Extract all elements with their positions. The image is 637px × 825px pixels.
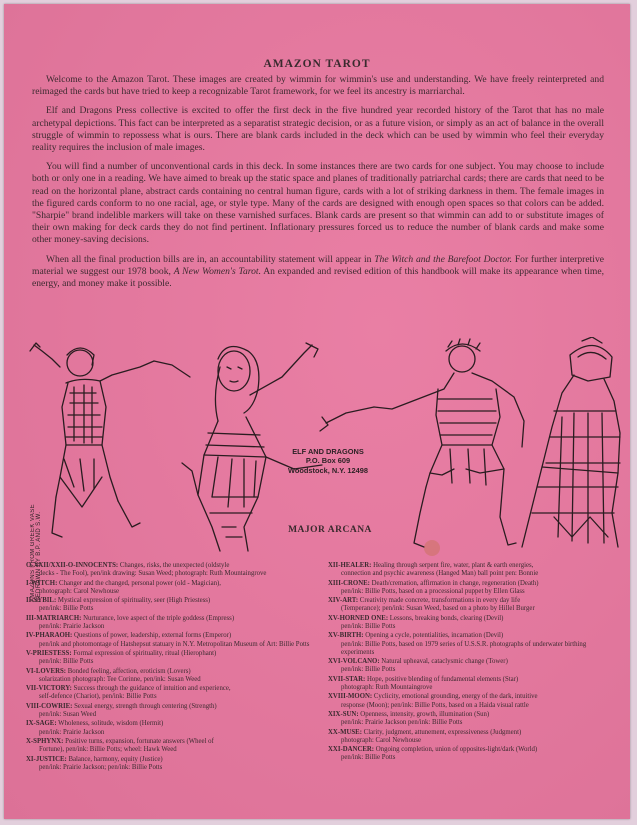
intro-paragraph: You will find a number of unconventional cards in this deck. In some instances there are two cards for one subject. You may choose to include both or only one in a reading. We have aimed to break up the static space and planes of traditionally patriarchal cards; there are cards that need to be read on the horizontal plane, abstract cards containing no central human figure, cards with a lot of striking darkness in them. The female images in the figured cards conform to no one racial, age, or style type. Many of the cards are designed with enough open spaces so that colors can be added. "Sharpie" brand indelible markers will take on these varnished surfaces. Blank cards are present so that wimmin can add to or substitute images of their own making for deck cards they do not find pertinent. Inflationary pressures forced us to reduce the number of blank cards and make some other money-saving decisions.: [32, 161, 604, 246]
card-name: XXI-DANCER:: [328, 746, 375, 754]
card-credit: Fortune), pen/ink: Billie Potts; wheel: Hawk Weed: [39, 746, 177, 754]
card-name: XV-BIRTH:: [328, 632, 364, 640]
card-meaning: Positive turns, expansion, fortunate answers (Wheel of: [63, 737, 214, 745]
card-meaning: Formal expression of spirituality, ritual (Hierophant): [71, 649, 217, 657]
card-credit: connection and psychic awareness (Hanged Man) ball point pen: Bonnie: [341, 570, 539, 578]
card-meaning: Mystical expression of spirituality, seer (High Priestess): [56, 597, 211, 605]
card-meaning: Bonded feeling, affection, eroticism (Lovers): [66, 667, 191, 675]
card-meaning: Healing through serpent fire, water, plant & earth energies,: [371, 562, 534, 569]
paragraph-text: For further interpretive material we suggest our 1978 book,: [32, 253, 604, 277]
card-entry: [26, 738, 310, 754]
card-entry: [328, 693, 612, 709]
card-name: XII-HEALER:: [328, 562, 372, 569]
card-entry: [26, 580, 310, 596]
card-list-right: [328, 562, 612, 773]
card-entry: [328, 729, 612, 745]
po-box: P.O. Box 609: [305, 456, 351, 466]
card-name: III-MATRIARCH:: [26, 614, 82, 622]
card-name: O-XXII/XXII-O-INNOCENTS:: [26, 562, 119, 569]
card-entry: [328, 562, 612, 578]
card-entry: [26, 756, 310, 772]
card-entry: [328, 658, 612, 674]
card-name: XIX-SUN:: [328, 710, 359, 718]
book-title: A New Women's Tarot.: [173, 265, 261, 277]
page-title: AMAZON TAROT: [263, 58, 371, 70]
book-title: The Witch and the Barefoot Doctor.: [374, 253, 513, 265]
card-name: XVI-VOLCANO:: [328, 658, 380, 666]
card-name: XX-MUSE:: [328, 728, 362, 736]
card-entry: [26, 668, 310, 684]
card-name: VII-VICTORY:: [26, 685, 72, 693]
pamphlet-page: [4, 4, 630, 819]
card-meaning: Death/cremation, affirmation in change, regeneration (Death): [369, 579, 539, 587]
card-credit: (Temperance); pen/ink: Susan Weed, based on a photo by Hillel Burger: [341, 605, 535, 613]
paragraph-text: When all the final production bills are in, an accountability statement will appear in: [46, 253, 375, 265]
card-name: II-SYBIL:: [26, 597, 57, 605]
card-meaning: Success through the guidance of intuition and experience,: [71, 685, 231, 693]
card-credit: pen/ink: Billie Potts: [341, 666, 396, 674]
card-credit: pen/ink: Prairie Jackson: [39, 728, 105, 736]
card-meaning: Wholeness, solitude, wisdom (Hermit): [56, 720, 164, 728]
card-meaning: Clarity, judgment, attunement, expressiveness (Judgment): [361, 728, 522, 736]
card-meaning: Questions of power, leadership, external forms (Emperor): [72, 632, 232, 640]
card-credit: pen/ink: Billie Potts, based on a processional puppet by Ellen Glass: [341, 587, 525, 595]
card-credit: pen/ink: Billie Potts: [39, 658, 94, 666]
card-meaning: Nurturance, love aspect of the triple goddess (Empress): [81, 614, 235, 622]
card-name: XIII-CRONE:: [328, 579, 370, 587]
card-entry: [328, 632, 612, 657]
card-meaning: Changer and the changed, personal power (old - Magician),: [57, 579, 221, 587]
intro-paragraph: Elf and Dragons Press collective is excited to offer the first deck in the five hundred year recorded history of the Tarot that has no male archetypal depictions. This fact can be interpreted as a separatist strategic decision, or as a future vision, or simply as an act of balance in the overall struggle of wimmin to repossess what is ours. There are blank cards included in the deck which can be used by wimmin who feel their everyday reality requires the inclusion of male images.: [32, 105, 604, 154]
card-entry: [26, 720, 310, 736]
card-credit: pen/ink: Billie Potts: [341, 754, 396, 762]
intro-paragraph: [32, 254, 604, 291]
card-credit: pen/ink: Susan Weed: [39, 710, 97, 718]
publisher-name: ELF AND DRAGONS: [292, 447, 364, 456]
amazon-figure-4: [522, 337, 620, 547]
amazon-figure-1: [30, 343, 154, 537]
card-meaning: Sexual energy, strength through centering (Strength): [72, 702, 217, 710]
card-credit: photograph: Carol Newhouse: [341, 736, 422, 744]
card-entry: [328, 746, 612, 762]
card-meaning: Ongoing completion, union of opposites-light/dark (World): [374, 746, 538, 754]
intro-text: [32, 74, 604, 297]
card-entry: [328, 615, 612, 631]
paragraph-text: An expanded and revised edition of this handbook will make its appearance when time, energy, and money make it possible.: [32, 265, 604, 290]
card-entry: [26, 685, 310, 701]
amazon-figure-3: [320, 339, 524, 547]
card-name: IV-PHARAOH:: [26, 632, 73, 640]
art-credit-line: AMAZONS FROM GREEK VASE: [30, 504, 36, 603]
paper-stain: [424, 540, 440, 556]
card-name: XI-JUSTICE:: [26, 755, 67, 763]
publisher-address: [278, 447, 378, 475]
intro-paragraph: Welcome to the Amazon Tarot. These images are created by wimmin for wimmin's use and understanding. We have freely reinterpreted and reimaged the cards but have tried to keep a recognizable Tarot framework, for we feel its ancestry is marriarchal.: [32, 74, 604, 98]
card-name: I-WITCH:: [26, 579, 58, 587]
card-name: IX-SAGE:: [26, 720, 57, 728]
card-credit: solarization photograph: Tee Corinne, pen/ink: Susan Weed: [39, 675, 201, 683]
card-name: XVII-STAR:: [328, 675, 366, 683]
card-credit: photograph: Ruth Mountaingrove: [341, 683, 433, 691]
card-entry: [26, 650, 310, 666]
card-name: V-PRIESTESS:: [26, 649, 72, 657]
card-credit: pen/ink: Billie Potts: [39, 605, 94, 613]
card-credit: self-defence (Chariot), pen/ink: Billie Potts: [39, 693, 157, 701]
card-meaning: Creativity made concrete, transformations in every day life: [358, 597, 521, 605]
card-meaning: Openness, intensity, growth, illumination (Sun): [358, 710, 490, 718]
card-entry: [26, 562, 310, 578]
card-credit: pen/ink: Prairie Jackson: [39, 622, 105, 630]
section-title: MAJOR ARCANA: [288, 525, 372, 535]
card-credit: pen/ink: Prairie Jackson; pen/ink: Billie Potts: [39, 763, 163, 771]
card-name: VI-LOVERS:: [26, 667, 67, 675]
card-meaning: Hope, positive blending of fundamental elements (Star): [365, 675, 519, 683]
card-list-left: [26, 562, 310, 773]
card-entry: [328, 711, 612, 727]
card-credit: pen/ink: Prairie Jackson pen/ink: Billie Potts: [341, 719, 463, 727]
card-credit: response (Moon); pen/ink: Billie Potts, based on a Haida visual rattle: [341, 701, 529, 709]
card-name: XV-HORNED ONE:: [328, 614, 389, 622]
card-meaning: Opening a cycle, potentialities, incarnation (Devil): [363, 632, 504, 640]
card-meaning: Cyclicity, emotional grounding, energy of the dark, intuitive: [372, 693, 538, 701]
card-credit: pen/ink: Billie Potts: [341, 622, 396, 630]
card-credit: pen/ink and photomontage of Hatshepsut statuary in N.Y. Metropolitan Museum of Art: Billie Potts: [39, 640, 310, 648]
card-entry: [328, 597, 612, 613]
card-entry: [26, 703, 310, 719]
card-entry: [328, 580, 612, 596]
card-entry: [26, 615, 310, 631]
card-credit: pen/ink: Billie Potts, based on 1979 series of U.S.S.R. photographs of underwater birthing experiments: [341, 640, 587, 656]
card-entry: [26, 597, 310, 613]
card-meaning: Changes, risks, the unexpected (oldstyle: [118, 562, 230, 569]
card-name: X-SPHYNX:: [26, 737, 64, 745]
card-entry: [328, 676, 612, 692]
card-credit: photograph: Carol Newhouse: [39, 587, 120, 595]
city-state-zip: Woodstock, N.Y. 12498: [288, 465, 368, 475]
card-meaning: Balance, harmony, equity (Justice): [66, 755, 163, 763]
card-credit: decks - The Fool), pen/ink drawing: Susan Weed; photograph: Ruth Mountaingrove: [39, 570, 267, 578]
card-entry: [26, 632, 310, 648]
card-name: XIV-ART:: [328, 597, 359, 605]
card-meaning: Lessons, breaking bonds, clearing (Devil): [388, 614, 504, 622]
card-name: XVIII-MOON:: [328, 693, 373, 701]
card-name: VIII-COWRIE:: [26, 702, 73, 710]
card-list: [26, 562, 612, 773]
card-meaning: Natural upheaval, cataclysmic change (Tower): [379, 658, 508, 666]
art-credit-line: REDRAWN BY B.P. AND S.W.: [36, 511, 42, 603]
